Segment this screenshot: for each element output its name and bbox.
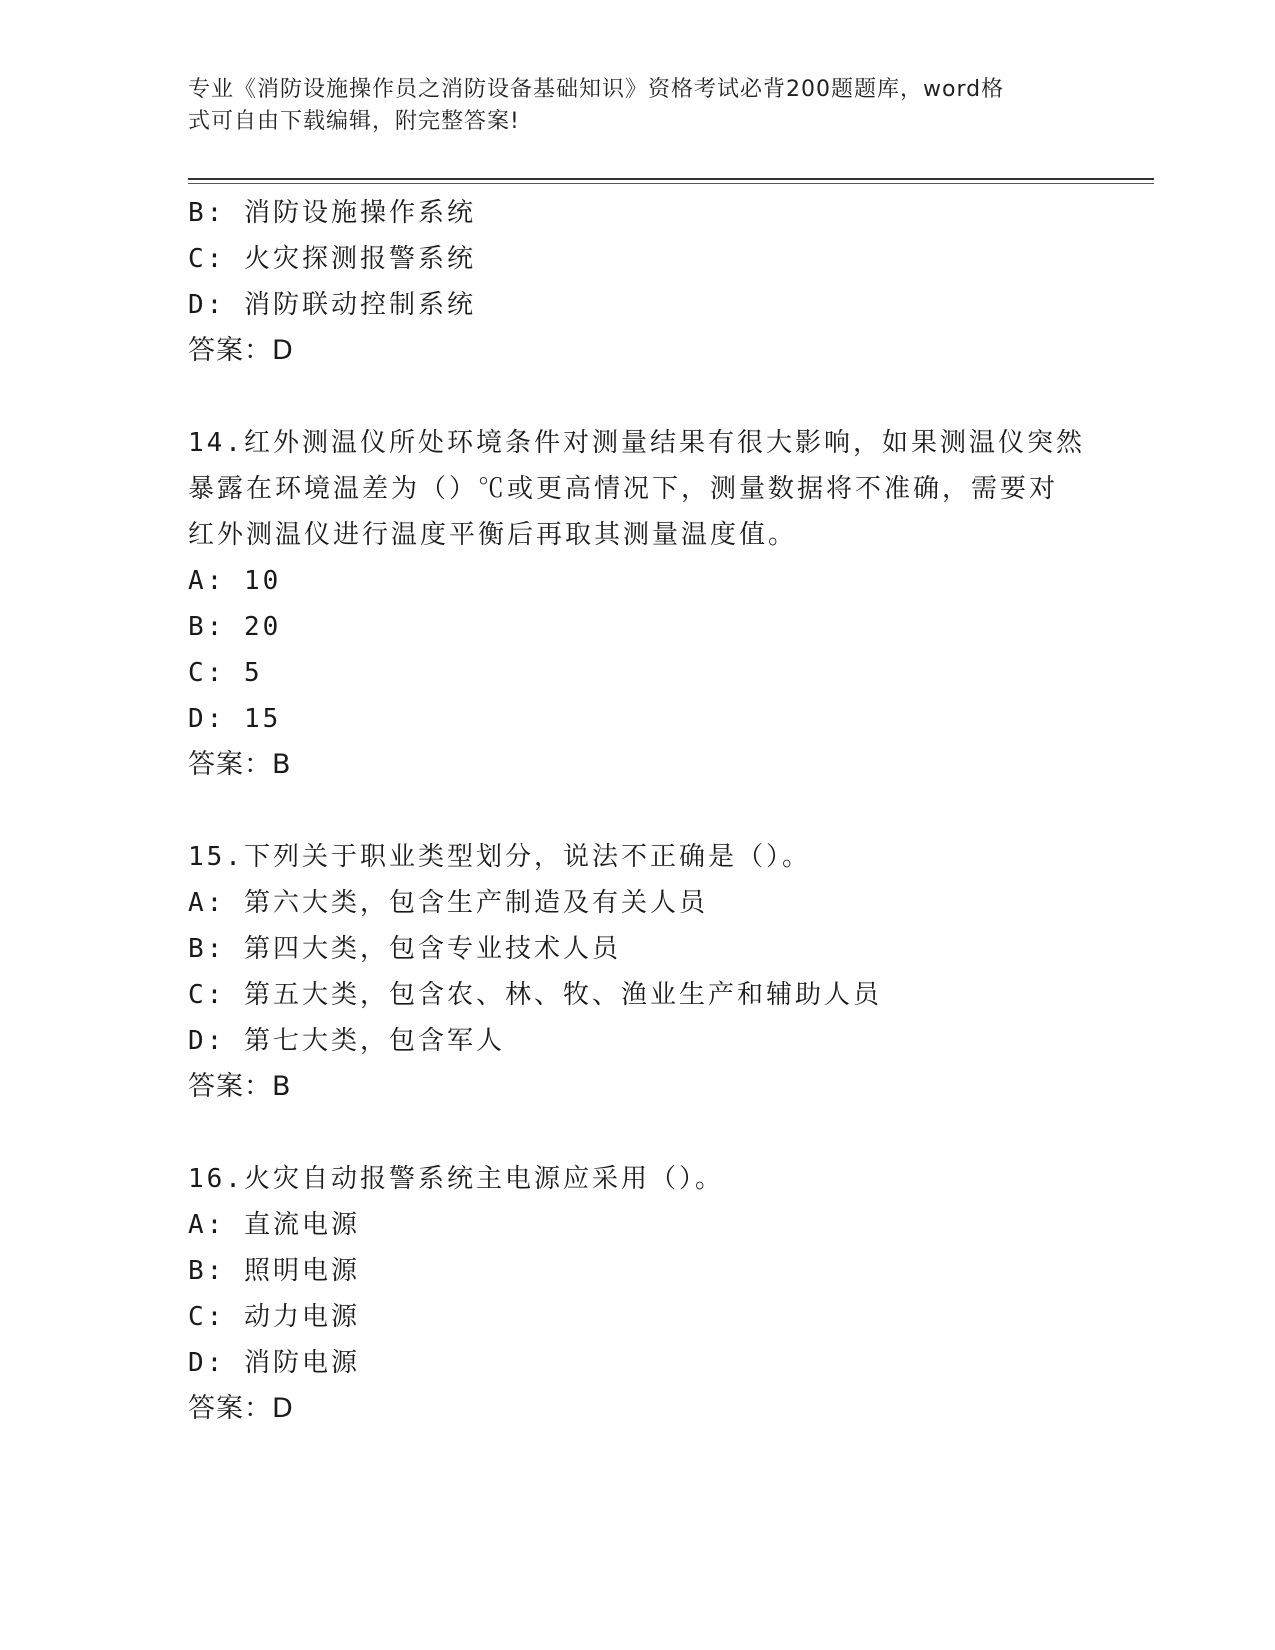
option-d: D: 15 xyxy=(188,704,282,734)
option-a: A: 10 xyxy=(188,566,282,596)
question-block-prev xyxy=(188,190,1088,374)
option-c: C: 火灾探测报警系统 xyxy=(188,244,476,274)
answer-line: 答案：B xyxy=(188,749,292,780)
question-block-15 xyxy=(188,834,1088,1110)
header-divider-thick xyxy=(188,178,1154,180)
question-stem-line: 14.红外测温仪所处环境条件对测量结果有很大影响，如果测温仪突然 xyxy=(188,428,1085,458)
option-d: D: 消防联动控制系统 xyxy=(188,290,476,320)
header-line-1: 专业《消防设施操作员之消防设备基础知识》资格考试必背200题题库，word格 xyxy=(188,77,1005,102)
option-b: B: 第四大类，包含专业技术人员 xyxy=(188,934,621,964)
answer-line: 答案：D xyxy=(188,1393,294,1424)
spacer xyxy=(188,374,1088,420)
answer-line: 答案：D xyxy=(188,335,294,366)
question-block-16 xyxy=(188,1156,1088,1432)
option-b: B: 20 xyxy=(188,612,282,642)
question-list xyxy=(188,190,1088,1432)
question-stem-line: 15.下列关于职业类型划分，说法不正确是（）。 xyxy=(188,842,811,872)
option-b: B: 消防设施操作系统 xyxy=(188,198,476,228)
document-header xyxy=(188,74,1068,138)
option-c: C: 动力电源 xyxy=(188,1302,360,1332)
question-stem-line: 暴露在环境温差为（）℃或更高情况下，测量数据将不准确，需要对 xyxy=(188,474,1059,504)
option-c: C: 5 xyxy=(188,658,263,688)
option-d: D: 第七大类，包含军人 xyxy=(188,1026,505,1056)
header-line-2: 式可自由下载编辑，附完整答案! xyxy=(188,109,520,134)
option-d: D: 消防电源 xyxy=(188,1348,360,1378)
option-b: B: 照明电源 xyxy=(188,1256,360,1286)
answer-line: 答案：B xyxy=(188,1071,292,1102)
option-c: C: 第五大类，包含农、林、牧、渔业生产和辅助人员 xyxy=(188,980,882,1010)
question-block-14 xyxy=(188,420,1088,788)
spacer xyxy=(188,1110,1088,1156)
option-a: A: 直流电源 xyxy=(188,1210,360,1240)
question-stem-line: 16.火灾自动报警系统主电源应采用（）。 xyxy=(188,1164,724,1194)
option-a: A: 第六大类，包含生产制造及有关人员 xyxy=(188,888,708,918)
question-stem-line: 红外测温仪进行温度平衡后再取其测量温度值。 xyxy=(188,520,798,550)
spacer xyxy=(188,788,1088,834)
header-divider-thin xyxy=(188,183,1154,184)
